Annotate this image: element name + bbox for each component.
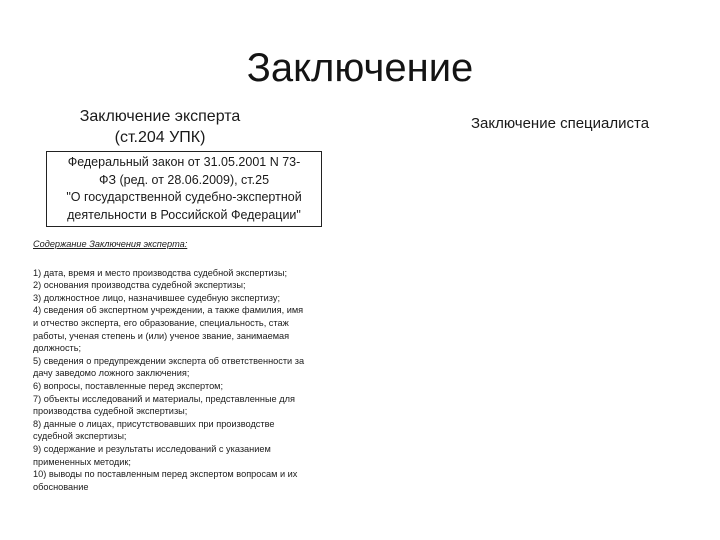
list-item	[33, 279, 363, 292]
list-item-line: производства судебной экспертизы;	[33, 406, 188, 417]
list-item-line: 6) вопросы, поставленные перед экспертом;	[33, 380, 224, 391]
list-item	[33, 393, 363, 418]
list-item-line: 1) дата, время и место производства судебной экспертизы;	[33, 267, 288, 278]
list-item-line: 7) объекты исследований и материалы, представленные для	[33, 393, 295, 404]
list-item	[33, 443, 363, 468]
law-reference-line4: деятельности в Российской Федерации"	[67, 207, 301, 222]
list-item	[33, 355, 363, 380]
contents-title: Содержание Заключения эксперта:	[33, 239, 188, 249]
contents-list	[33, 267, 363, 494]
expert-conclusion-heading-line1: Заключение эксперта	[79, 108, 241, 125]
law-reference-line3: "О государственной судебно-экспертной	[66, 190, 302, 204]
specialist-conclusion-heading: Заключение специалиста	[470, 115, 650, 132]
list-item-line: 8) данные о лицах, присутствовавших при производстве	[33, 418, 275, 429]
expert-conclusion-contents	[33, 238, 363, 493]
list-item-line: 3) должностное лицо, назначившее судебную экспертизу;	[33, 292, 281, 303]
list-item-line: работы, ученая степень и (или) ученое звание, занимаемая	[33, 330, 290, 341]
list-item	[33, 418, 363, 443]
expert-conclusion-heading	[40, 106, 280, 148]
list-item-line: 4) сведения об экспертном учреждении, а также фамилия, имя	[33, 305, 304, 316]
slide-title: Заключение	[246, 46, 474, 90]
list-item-line: 5) сведения о предупреждении эксперта об ответственности за	[33, 355, 305, 366]
list-item-line: 10) выводы по поставленным перед экспертом вопросам и их	[33, 469, 298, 480]
list-item-line: и отчество эксперта, его образование, специальность, стаж	[33, 317, 289, 328]
law-reference-line2: ФЗ (ред. от 28.06.2009), ст.25	[98, 172, 270, 187]
list-item	[33, 292, 363, 305]
list-item-line: дачу заведомо ложного заключения;	[33, 368, 190, 379]
list-item	[33, 267, 363, 280]
list-item	[33, 304, 363, 354]
list-item-line: 2) основания производства судебной экспертизы;	[33, 280, 246, 291]
law-reference-line1: Федеральный закон от 31.05.2001 N 73-	[67, 155, 301, 169]
list-item-line: 9) содержание и результаты исследований с указанием	[33, 443, 271, 454]
expert-conclusion-heading-line2: (ст.204 УПК)	[114, 129, 206, 146]
list-item-line: судебной экспертизы;	[33, 431, 127, 442]
law-reference-box	[46, 151, 322, 227]
list-item	[33, 468, 363, 493]
list-item-line: примененных методик;	[33, 456, 131, 467]
list-item-line: должность;	[33, 343, 82, 354]
list-item	[33, 380, 363, 393]
list-item-line: обоснование	[33, 481, 89, 492]
